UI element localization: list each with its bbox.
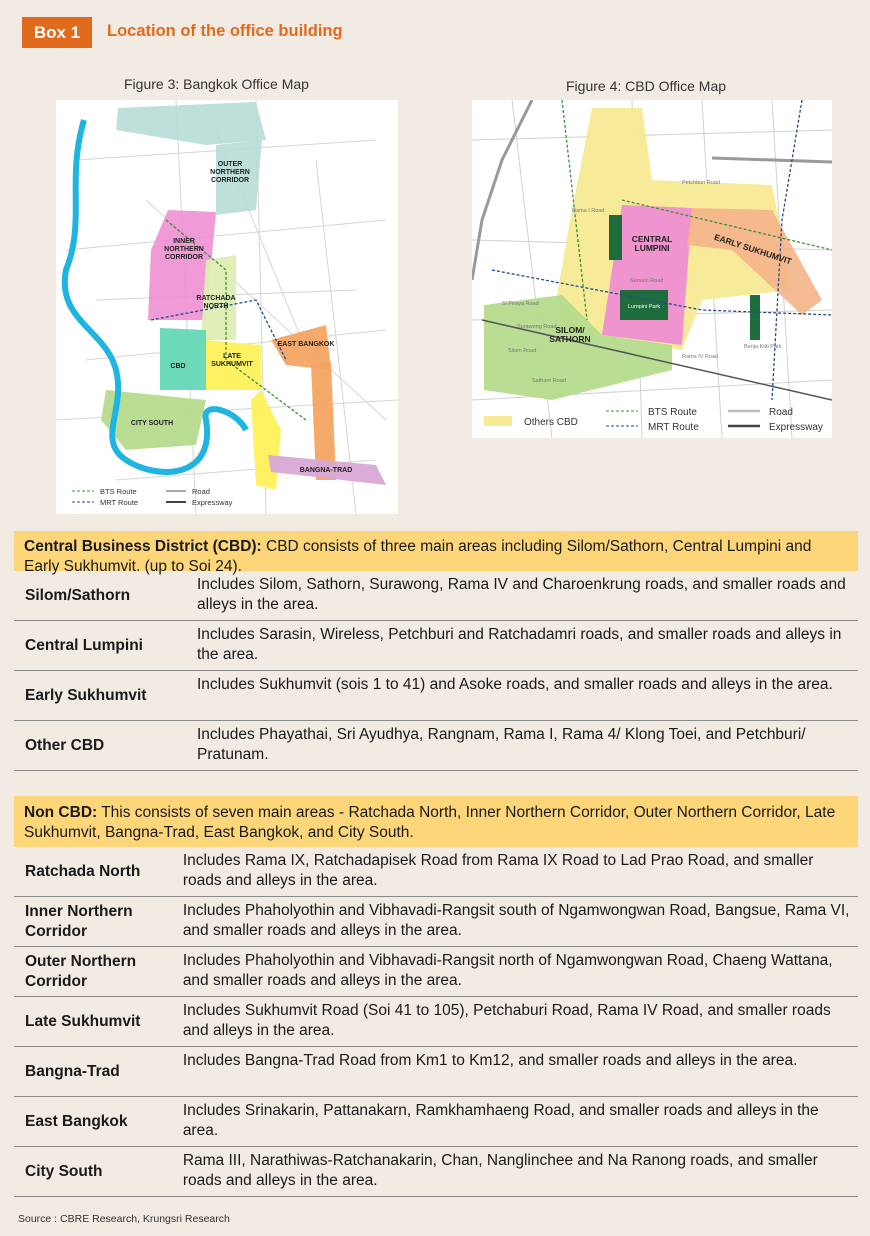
svg-text:Silom Road: Silom Road — [508, 348, 537, 354]
table-row — [14, 721, 858, 771]
area-description: Includes Phaholyothin and Vibhavadi-Rangsit north of Ngamwongwan Road, Chaeng Wattana, and smaller roads and alleys in the area. — [182, 952, 833, 989]
svg-text:BTS Route: BTS Route — [648, 407, 697, 418]
area-name: Bangna-Trad — [25, 1062, 120, 1080]
area-name: Central Lumpini — [25, 636, 143, 654]
noncbd-heading-text: This consists of seven main areas - Ratchada North, Inner Northern Corridor, Outer Northern Corridor, Late Sukhumvit, Bangna-Trad, East Bangkok, and City South. — [24, 804, 836, 841]
svg-text:MRT Route: MRT Route — [648, 422, 699, 433]
svg-text:Sarasin Road: Sarasin Road — [630, 278, 664, 284]
cbd-office-map — [472, 100, 832, 438]
table-row — [14, 1147, 858, 1197]
svg-text:Si Piraya Road: Si Piraya Road — [502, 301, 539, 307]
noncbd-section — [14, 796, 858, 1197]
svg-text:Lumpini Park: Lumpini Park — [628, 304, 661, 310]
source-note: Source : CBRE Research, Krungsri Research — [18, 1213, 230, 1225]
bangkok-office-map — [56, 100, 398, 514]
table-row — [14, 1097, 858, 1147]
map-label-early-sukhumvit: EARLY SUKHUMVIT — [712, 231, 793, 267]
area-description: Includes Rama IX, Ratchadapisek Road from Rama IX Road to Lad Prao Road, and smaller roads and alleys in the area. — [182, 852, 814, 889]
svg-text:Others CBD: Others CBD — [524, 417, 578, 428]
map-label-bangna: BANGNA-TRAD — [299, 467, 353, 474]
table-row — [14, 1047, 858, 1097]
area-description: Includes Silom, Sathorn, Surawong, Rama IV and Charoenkrung roads, and smaller roads and alleys in the area. — [197, 576, 846, 613]
svg-text:Road: Road — [769, 407, 793, 418]
box-tag: Box 1 — [22, 17, 92, 48]
table-row — [14, 997, 858, 1047]
map-label-central-lumpini: CENTRAL LUMPINI — [631, 234, 673, 253]
area-name: Late Sukhumvit — [25, 1012, 141, 1030]
map-label-silom-sathorn: SILOM/ SATHORN — [549, 325, 591, 344]
table-row — [14, 671, 858, 721]
svg-text:Expressway: Expressway — [769, 422, 823, 433]
area-description: Includes Phayathai, Sri Ayudhya, Rangnam, Rama I, Rama 4/ Klong Toei, and Petchburi/ Pratunam. — [197, 726, 806, 763]
area-name: East Bangkok — [25, 1112, 128, 1130]
map-label-late-sukhumvit: LATE SUKHUMVIT — [211, 353, 253, 368]
area-description: Rama III, Narathiwas-Ratchanakarin, Chan, Nanglinchee and Na Ranong roads, and smaller roads and alleys in the area. — [182, 1152, 818, 1189]
table-row — [14, 571, 858, 621]
area-description: Includes Srinakarin, Pattanakarn, Ramkhamhaeng Road, and smaller roads and alleys in the area. — [182, 1102, 819, 1139]
map-label-outer-northern: OUTER NORTHERN CORRIDOR — [210, 161, 250, 184]
noncbd-table — [14, 847, 858, 1197]
svg-text:Road: Road — [192, 487, 210, 496]
cbd-header — [14, 531, 858, 575]
svg-text:BTS Route: BTS Route — [100, 487, 137, 496]
cbd-table — [14, 571, 858, 771]
svg-text:Rama I Road: Rama I Road — [572, 208, 605, 214]
figure4-caption: Figure 4: CBD Office Map — [566, 78, 727, 94]
map-label-east-bangkok: EAST BANGKOK — [277, 341, 335, 348]
table-row — [14, 847, 858, 897]
area-name: Other CBD — [25, 736, 105, 754]
map-label-cbd: CBD — [170, 363, 186, 370]
svg-text:Expressway: Expressway — [192, 498, 233, 507]
cbd-heading-text: CBD consists of three main areas including Silom/Sathorn, Central Lumpini and Early Sukhumvit. (up to Soi 24). — [24, 538, 812, 575]
area-description: Includes Bangna-Trad Road from Km1 to Km12, and smaller roads and alleys in the area. — [182, 1052, 798, 1069]
area-name: Outer Northern Corridor — [25, 952, 137, 990]
box-title: Location of the office building — [107, 22, 343, 40]
area-description: Includes Sarasin, Wireless, Petchburi and Ratchadamri roads, and smaller roads and alleys in the area. — [197, 626, 842, 663]
figure3-caption: Figure 3: Bangkok Office Map — [124, 76, 309, 92]
svg-text:Petchburi Road: Petchburi Road — [682, 180, 720, 186]
area-name: Early Sukhumvit — [25, 686, 147, 704]
map-label-ratchada: RATCHADA NORTH — [196, 295, 236, 310]
cbd-section — [14, 531, 858, 771]
area-description: Includes Sukhumvit Road (Soi 41 to 105), Petchaburi Road, Rama IV Road, and smaller roads and alleys in the area. — [182, 1002, 831, 1039]
svg-text:Rama IV Road: Rama IV Road — [682, 354, 719, 360]
svg-text:Sathorn Road: Sathorn Road — [532, 378, 566, 384]
svg-text:Benja Kitti Park: Benja Kitti Park — [744, 344, 782, 350]
svg-text:MRT Route: MRT Route — [100, 498, 139, 507]
table-row — [14, 947, 858, 997]
svg-text:Surawong Road: Surawong Road — [517, 324, 557, 330]
map-label-city-south: CITY SOUTH — [130, 420, 174, 427]
area-description: Includes Sukhumvit (sois 1 to 41) and Asoke roads, and smaller roads and alleys in the area. — [197, 676, 833, 693]
area-name: Ratchada North — [25, 862, 141, 880]
area-name: City South — [25, 1162, 103, 1180]
area-name: Silom/Sathorn — [25, 586, 131, 604]
noncbd-header — [14, 796, 858, 847]
noncbd-heading-bold: Non CBD: — [24, 804, 98, 821]
table-row — [14, 897, 858, 947]
map-label-inner-northern: INNER NORTHERN CORRIDOR — [164, 238, 204, 261]
table-row — [14, 621, 858, 671]
cbd-heading-bold: Central Business District (CBD): — [24, 538, 262, 555]
area-name: Inner Northern Corridor — [25, 902, 133, 940]
area-description: Includes Phaholyothin and Vibhavadi-Rangsit south of Ngamwongwan Road, Bangsue, Rama VI, and smaller roads and alleys in the area. — [182, 902, 850, 939]
